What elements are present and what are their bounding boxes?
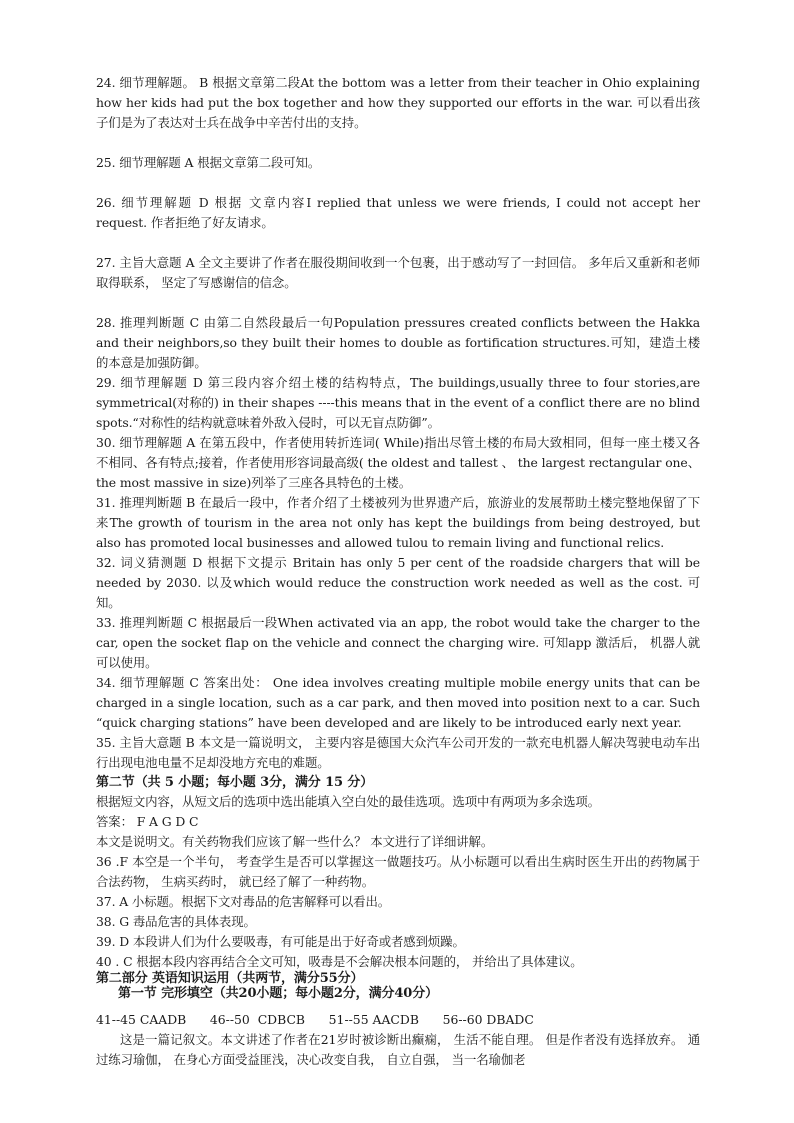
cloze-summary-paragraph: 这是一篇记叙文。本文讲述了作者在21岁时被诊断出癫痫， 生活不能自理。 但是作者没有选择放弃。 通过练习瑜伽， 在身心方面受益匪浅，决心改变自我， 自立自强， 当一名瑜伽老 [96,1032,700,1067]
section-2-heading: 第二节（共 5 小题；每小题 3分，满分 15 分） [96,775,374,790]
answer-explanation-24: 24. 细节理解题。 B 根据文章第二段At the bottom was a letter from their teacher in Ohio explaining how her kids had put the box together and how they supported our efforts in the war. 可以看出孩子们是为了表达对士兵在战争中辛苦付出的支持。 [96,75,700,130]
cloze-answers-51-55: 51--55 AACDB [328,1012,419,1027]
answer-explanation-37: 37. A 小标题。根据下文对毒品的危害解释可以看出。 [96,894,391,909]
answer-explanation-25: 25. 细节理解题 A 根据文章第二段可知。 [96,155,321,170]
answer-explanation-39: 39. D 本段讲人们为什么要吸毒，有可能是出于好奇或者感到烦躁。 [96,934,465,949]
section-2-summary: 本文是说明文。有关药物我们应该了解一些什么？ 本文进行了详细讲解。 [96,834,494,849]
cloze-answers-46-50: 46--50 CDBCB [209,1012,306,1027]
section-2-answer-line: 答案： F A G D C [96,814,199,829]
answer-explanation-36: 36 .F 本空是一个半句， 考查学生是否可以掌握这一做题技巧。从小标题可以看出生病时医生开出的药物属于合法药物， 生病买药时， 就已经了解了一种药物。 [96,854,700,889]
answer-explanation-38: 38. G 毒品危害的具体表现。 [96,914,256,929]
cloze-answer-row [96,1010,700,1030]
answer-explanation-31: 31. 推理判断题 B 在最后一段中，作者介绍了土楼被列为世界遗产后，旅游业的发展帮助土楼完整地保留了下来The growth of tourism in the area not only has kept the buildings from being destroyed, but also has promoted local businesses and allowed tulou to remain living and functional relics. [96,495,700,550]
cloze-subheading: 第一节 完形填空（共20小题；每小题2分，满分40分） [118,986,439,1001]
answer-explanation-34: 34. 细节理解题 C 答案出处： One idea involves creating multiple mobile energy units that can be charged in a single location, such as a car park, and then moved into position next to a car. Such “quick charging stations” have been developed and are likely to be introduced early next year. [96,675,700,730]
answer-explanation-30: 30. 细节理解题 A 在第五段中，作者使用转折连词( While)指出尽管土楼的布局大致相同，但每一座土楼又各不相同、各有特点;接着，作者使用形容词最高级( the oldest and tallest 、 the largest rectangular one、the most massive in size)列举了三座各具特色的土楼。 [96,435,700,490]
answer-explanation-26: 26. 细节理解题 D 根据 文章内容I replied that unless we were friends, I could not accept her request. 作者拒绝了好友请求。 [96,195,700,230]
answer-explanation-32: 32. 词义猜测题 D 根据下文提示 Britain has only 5 per cent of the roadside chargers that will be needed by 2030. 以及which would reduce the construction work needed as well as the cost. 可知。 [96,555,700,610]
answer-explanation-27: 27. 主旨大意题 A 全文主要讲了作者在服役期间收到一个包裹，出于感动写了一封回信。 多年后又重新和老师取得联系， 坚定了写感谢信的信念。 [96,255,700,290]
section-2-instruction: 根据短文内容，从短文后的选项中选出能填入空白处的最佳选项。选项中有两项为多余选项。 [96,794,600,809]
answer-explanation-35: 35. 主旨大意题 B 本文是一篇说明文， 主要内容是德国大众汽车公司开发的一款充电机器人解决驾驶电动车出行出现电池电量不足却没地方充电的难题。 [96,735,700,770]
answer-explanation-28: 28. 推理判断题 C 由第二自然段最后一句Population pressures created conflicts between the Hakka and their neighbors,so they built their homes to double as fortification structures.可知，建造土楼的本意是加强防御。 [96,315,700,370]
answer-explanation-29: 29. 细节理解题 D 第三段内容介绍土楼的结构特点，The buildings,usually three to four stories,are symmetrical(对称的) in their shapes ----this means that in the event of a conflict there are no blind spots.“对称性的结构就意味着外敌入侵时，可以无盲点防御”。 [96,375,700,430]
answer-key-page [96,73,700,1070]
cloze-answers-56-60: 56--60 DBADC [442,1012,534,1027]
part-2-heading: 第二部分 英语知识运用（共两节，满分55分） [96,971,364,986]
answer-explanation-33: 33. 推理判断题 C 根据最后一段When activated via an app, the robot would take the charger to the car, open the socket flap on the vehicle and connect the charging wire. 可知app 激活后， 机器人就可以使用。 [96,615,700,670]
cloze-answers-41-45: 41--45 CAADB [96,1012,187,1027]
answer-explanation-40: 40 . C 根据本段内容再结合全文可知，吸毒是不会解决根本问题的， 并给出了具体建议。 [96,954,583,969]
